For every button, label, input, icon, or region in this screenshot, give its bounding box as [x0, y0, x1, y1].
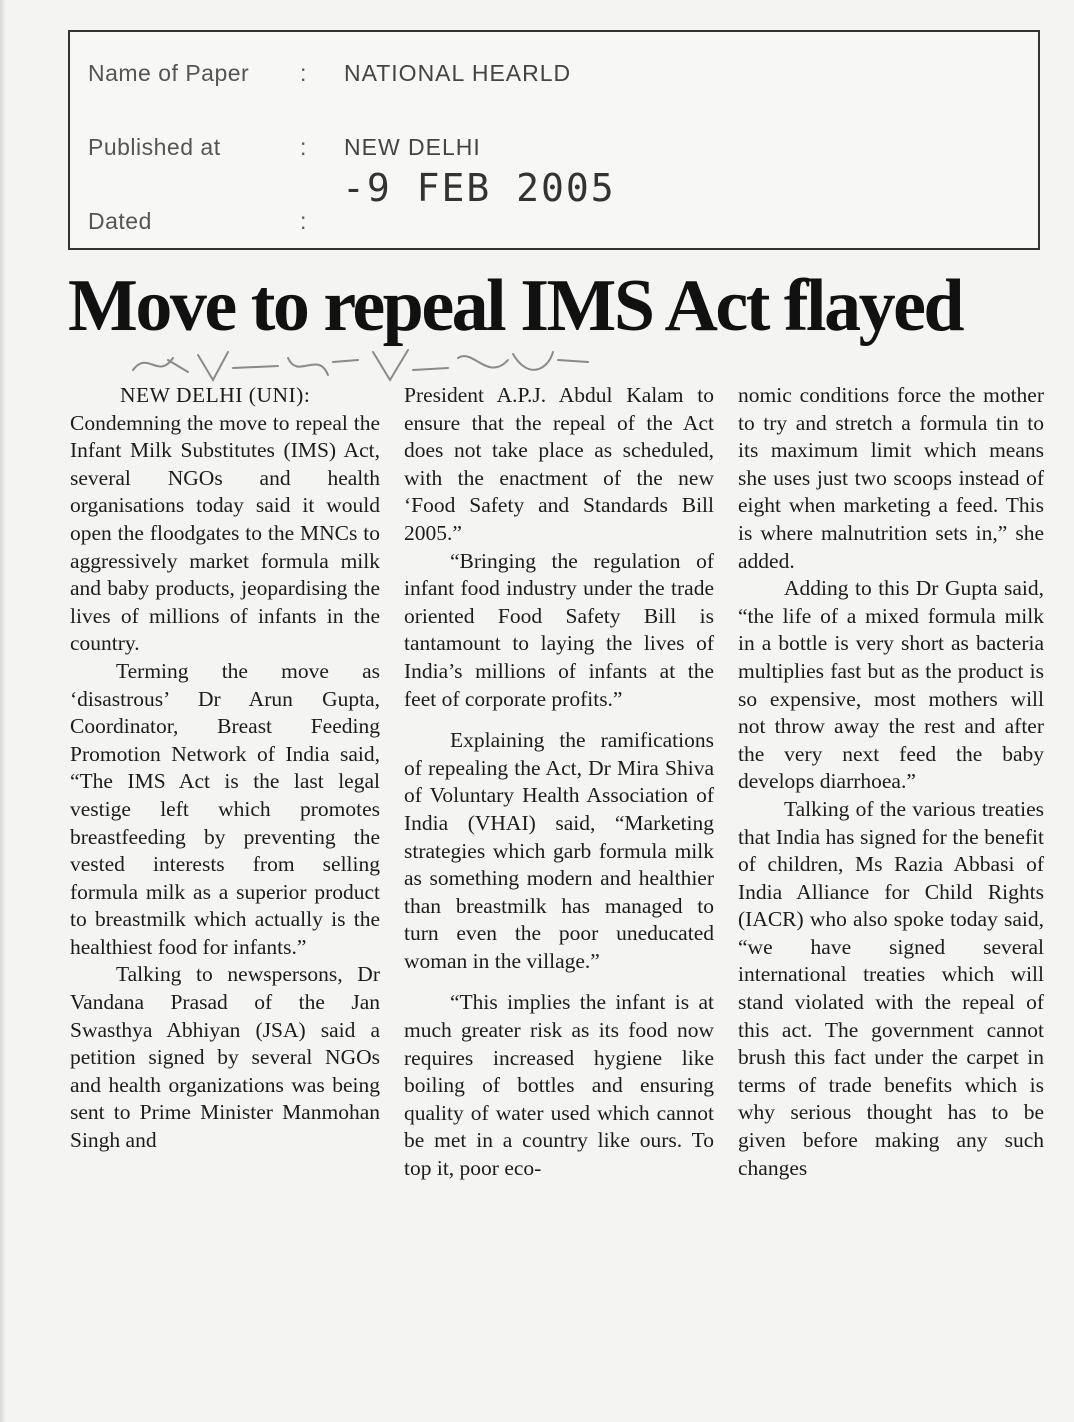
clipping-info-box	[68, 30, 1040, 250]
paragraph: “Bringing the regulation of infant food industry under the trade oriented Food Safety Bill is tantamount to laying the lives of India’s millions of infants at the feet of corporate profits.”	[404, 548, 714, 711]
paper-name-value: NATIONAL HEARLD	[344, 60, 572, 86]
article-column-3	[738, 382, 1044, 1182]
paragraph: nomic conditions force the mother to try and stretch a formula tin to its maximum limit which means she uses just two scoops instead of eight when marketing a feed. This is where malnutrition sets in,” she added.	[738, 383, 1044, 573]
scan-edge-shadow	[0, 0, 6, 1422]
published-at-value: NEW DELHI	[344, 134, 481, 160]
paragraph: Talking to newspersons, Dr Vandana Prasad of the Jan Swasthya Abhiyan (JSA) said a petition signed by several NGOs and health organizations was being sent to Prime Minister Manmohan Singh and	[70, 962, 380, 1153]
dated-label: Dated	[88, 208, 152, 234]
paragraph: Talking of the various treaties that India has signed for the benefit of children, Ms Razia Abbasi of India Alliance for Child Rights (IACR) who also spoke today said, “we have signed several international treaties which will stand violated with the repeal of this act. The government cannot brush this fact under the carpet in terms of trade benefits which is why serious thought has to be given before making any such changes	[738, 796, 1044, 1180]
dateline: NEW DELHI (UNI):	[120, 383, 311, 407]
article-column-2	[404, 382, 714, 1183]
paragraph: Terming the move as ‘disastrous’ Dr Arun Gupta, Coordinator, Breast Feeding Promotion Network of India said, “The IMS Act is the last legal vestige left which promotes breastfeeding by preventing the vested interests from selling formula milk as a superior product to breastmilk which actually is the healthiest food for infants.”	[70, 658, 380, 959]
published-at-colon: :	[300, 134, 307, 160]
paragraph: Adding to this Dr Gupta said, “the life of a mixed formula milk in a bottle is very short as bacteria multiplies fast but as the product is so expensive, most mothers will not throw away the rest and after the very next feed the baby develops diarrhoea.”	[738, 576, 1044, 794]
paper-name-colon: :	[300, 60, 307, 86]
paragraph: President A.P.J. Abdul Kalam to ensure that the repeal of the Act does not take place as scheduled, with the enactment of the new ‘Food Safety and Standards Bill 2005.”	[404, 383, 714, 545]
paragraph: Condemning the move to repeal the Infant Milk Substitutes (IMS) Act, several NGOs and health organisations today said it would open the floodgates to the MNCs to aggressively market formula milk and baby products, jeopardising the lives of millions of infants in the country.	[70, 410, 380, 656]
published-at-label: Published at	[88, 134, 221, 160]
article-column-1	[70, 382, 380, 1155]
dateline-paragraph	[70, 382, 380, 410]
paper-name-label: Name of Paper	[88, 60, 250, 86]
paragraph: “This implies the infant is at much greater risk as its food now requires increased hygiene like boiling of bottles and ensuring quality of water used which cannot be met in a country like ours. To top it, poor eco-	[404, 990, 714, 1181]
article-headline: Move to repeal IMS Act flayed	[68, 265, 963, 347]
paragraph: Explaining the ramifications of repealing the Act, Dr Mira Shiva of Voluntary Health Association of India (VHAI) said, “Marketing strategies which garb formula milk as something modern and healthier than breastmilk has managed to turn even the poor uneducated woman in the village.”	[404, 728, 714, 973]
date-stamp: -9 FEB 2005	[342, 166, 616, 210]
dated-colon: :	[300, 208, 307, 234]
